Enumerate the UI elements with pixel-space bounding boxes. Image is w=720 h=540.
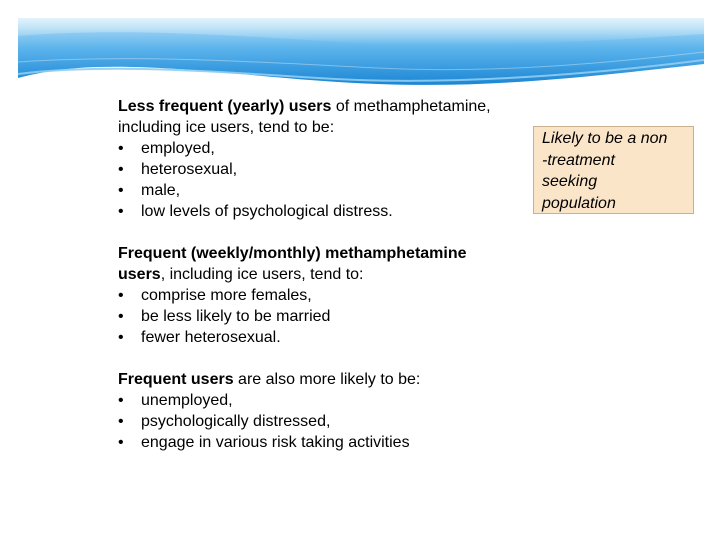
callout-line: population — [542, 194, 616, 212]
callout-box — [533, 126, 694, 214]
lead-bold-text: Less frequent (yearly) users — [118, 98, 332, 115]
lead-text-cont: including ice users, tend to be: — [118, 119, 335, 136]
callout-line: Likely to be a non — [542, 130, 668, 147]
lead-text: are also more likely to be: — [233, 371, 421, 388]
bullet-list — [118, 390, 548, 453]
section-lead — [118, 96, 548, 138]
lead-text: of methamphetamine, — [331, 98, 491, 115]
section-less-frequent-users — [118, 96, 548, 222]
section-lead — [118, 369, 548, 390]
slide-body — [118, 96, 548, 453]
bullet-item: • employed, — [118, 138, 548, 159]
bullet-item: • male, — [118, 180, 548, 201]
bullet-list — [118, 138, 548, 222]
lead-bold-text: Frequent users — [118, 371, 234, 388]
lead-text: , including ice users, tend to: — [160, 266, 364, 283]
wave-banner-graphic — [18, 18, 704, 98]
lead-bold-text: Frequent (weekly/monthly) methamphetamine — [118, 245, 467, 262]
section-frequent-users — [118, 243, 548, 348]
lead-bold-text-cont: users — [118, 266, 161, 283]
bullet-item: • psychologically distressed, — [118, 411, 548, 432]
callout-line: seeking — [542, 173, 598, 190]
bullet-item: • engage in various risk taking activities — [118, 432, 548, 453]
section-lead — [118, 243, 548, 285]
bullet-item: • low levels of psychological distress. — [118, 201, 548, 222]
bullet-item: • be less likely to be married — [118, 306, 548, 327]
section-frequent-users-likely — [118, 369, 548, 453]
bullet-item: • heterosexual, — [118, 159, 548, 180]
bullet-item: • unemployed, — [118, 390, 548, 411]
bullet-item: • fewer heterosexual. — [118, 327, 548, 348]
callout-line: -treatment — [542, 151, 615, 169]
header-banner — [18, 18, 704, 98]
bullet-list — [118, 285, 548, 348]
bullet-item: • comprise more females, — [118, 285, 548, 306]
